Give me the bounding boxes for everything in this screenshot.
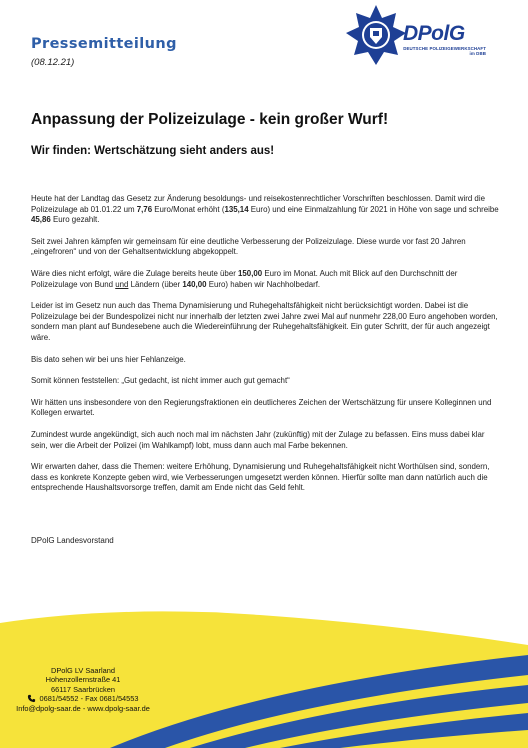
logo-wordmark: DPolG xyxy=(403,22,465,45)
text-run: Euro) haben wir Nachholbedarf. xyxy=(206,279,321,289)
subheadline: Wir finden: Wertschätzung sieht anders aus! xyxy=(31,145,275,157)
paragraph-5: Bis dato sehen wir bei uns hier Fehlanzeige. xyxy=(31,354,186,364)
text-run: Euro) und eine Einmalzahlung für 2021 in Höhe von sage und schreibe xyxy=(248,204,499,214)
footer-org: DPolG LV Saarland xyxy=(51,666,115,675)
amount-total: 135,14 xyxy=(224,204,249,214)
amount-onetime: 45,86 xyxy=(31,215,51,225)
paragraph-3 xyxy=(31,269,499,290)
paragraph-2: Seit zwei Jahren kämpfen wir gemeinsam für eine deutliche Verbesserung der Polizeizulage. Diese wurde vor fast 20 Jahren „eingefroren“ und von der Gehaltsentwicklung abgekoppelt. xyxy=(31,236,466,257)
release-date: (08.12.21) xyxy=(31,57,75,68)
amount-increase: 7,76 xyxy=(136,204,153,214)
text-run: Wäre dies nicht erfolgt, wäre die Zulage bereits heute über xyxy=(31,268,239,278)
paragraph-9: Wir erwarten daher, dass die Themen: weitere Erhöhung, Dynamisierung und Ruhegehaltsfähigkeit nicht Worthülsen sind, sondern, dass es konkrete Konzepte geben wird, wie Verbesserungen umgesetzt werden können. Hierfür sollte man dann natürlich auch die entsprechende Haushaltsvorsorge treffen, damit am Ende nicht das Geld fehlt. xyxy=(31,462,490,493)
footer-street: Hohenzollernstraße 41 xyxy=(45,675,121,685)
logo-subline xyxy=(400,46,486,56)
logo-subline-1: DEUTSCHE POLIZEIGEWERKSCHAFT xyxy=(403,46,486,51)
text-run: Heute hat der Landtag das Gesetz zur Änderung besoldungs- und reisekostenrechtlicher Vorschriften beschlossen. Damit wird die Polizeizulage ab 01.01.22 um xyxy=(31,194,485,214)
paragraph-1 xyxy=(31,194,499,226)
paragraph-6: Somit können feststellen: „Gut gedacht, ist nicht immer auch gut gemacht“ xyxy=(31,376,290,386)
paragraph-4: Leider ist im Gesetz nun auch das Thema Dynamisierung und Ruhegehaltsfähigkeit nicht berücksichtigt worden. Dabei ist die Polizeizulage bei der Bundespolizei nicht nur innerhalb der letzten zwei Jahre zwei Mal auf nunmehr 228,00 Euro angehoben worden, sondern man plant auf Bundesebene auch die Wiedereinführung der Ruhegehaltsfähigkeit. Ein guter Schritt, der für auch angezeigt wäre. xyxy=(31,301,498,342)
underlined-word: und xyxy=(115,279,129,289)
text-run: Euro gezahlt. xyxy=(50,215,100,225)
footer-address xyxy=(8,666,158,713)
phone-icon xyxy=(27,694,36,703)
footer-phone-line xyxy=(8,694,158,703)
press-release-label: Pressemitteilung xyxy=(31,36,177,52)
footer-contact-link[interactable]: Info@dpolg-saar.de - www.dpolg-saar.de xyxy=(16,703,150,713)
text-run: Euro/Monat erhöht ( xyxy=(152,204,225,214)
text-run: Euro im Monat. Auch mit Blick auf den Durchschnitt der Polizeizulage von Bund xyxy=(31,268,458,289)
text-run: Ländern (über xyxy=(128,279,183,289)
paragraph-8: Zumindest wurde angekündigt, sich auch noch mal im nächsten Jahr (zukünftig) mit der Zulage zu befassen. Eins muss dabei klar sein, wer die Arbeit der Polizei (im Wahlkampf) lobt, muss dann auch mal Farbe bekennen. xyxy=(31,429,485,450)
logo-subline-2: im DBB xyxy=(469,51,486,56)
amount-would-be: 150,00 xyxy=(238,268,263,278)
signature: DPolG Landesvorstand xyxy=(31,536,114,545)
headline: Anpassung der Polizeizulage - kein großer Wurf! xyxy=(31,111,389,128)
article-body xyxy=(31,194,499,505)
paragraph-7: Wir hätten uns insbesondere von den Regierungsfraktionen ein deutlicheres Zeichen der Wertschätzung für unsere Kolleginnen und Kollegen erwartet. xyxy=(31,397,492,418)
amount-average: 140,00 xyxy=(182,279,207,289)
footer-phone: 0681/54552 - Fax 0681/54553 xyxy=(39,694,139,704)
footer-city: 66117 Saarbrücken xyxy=(51,684,115,694)
